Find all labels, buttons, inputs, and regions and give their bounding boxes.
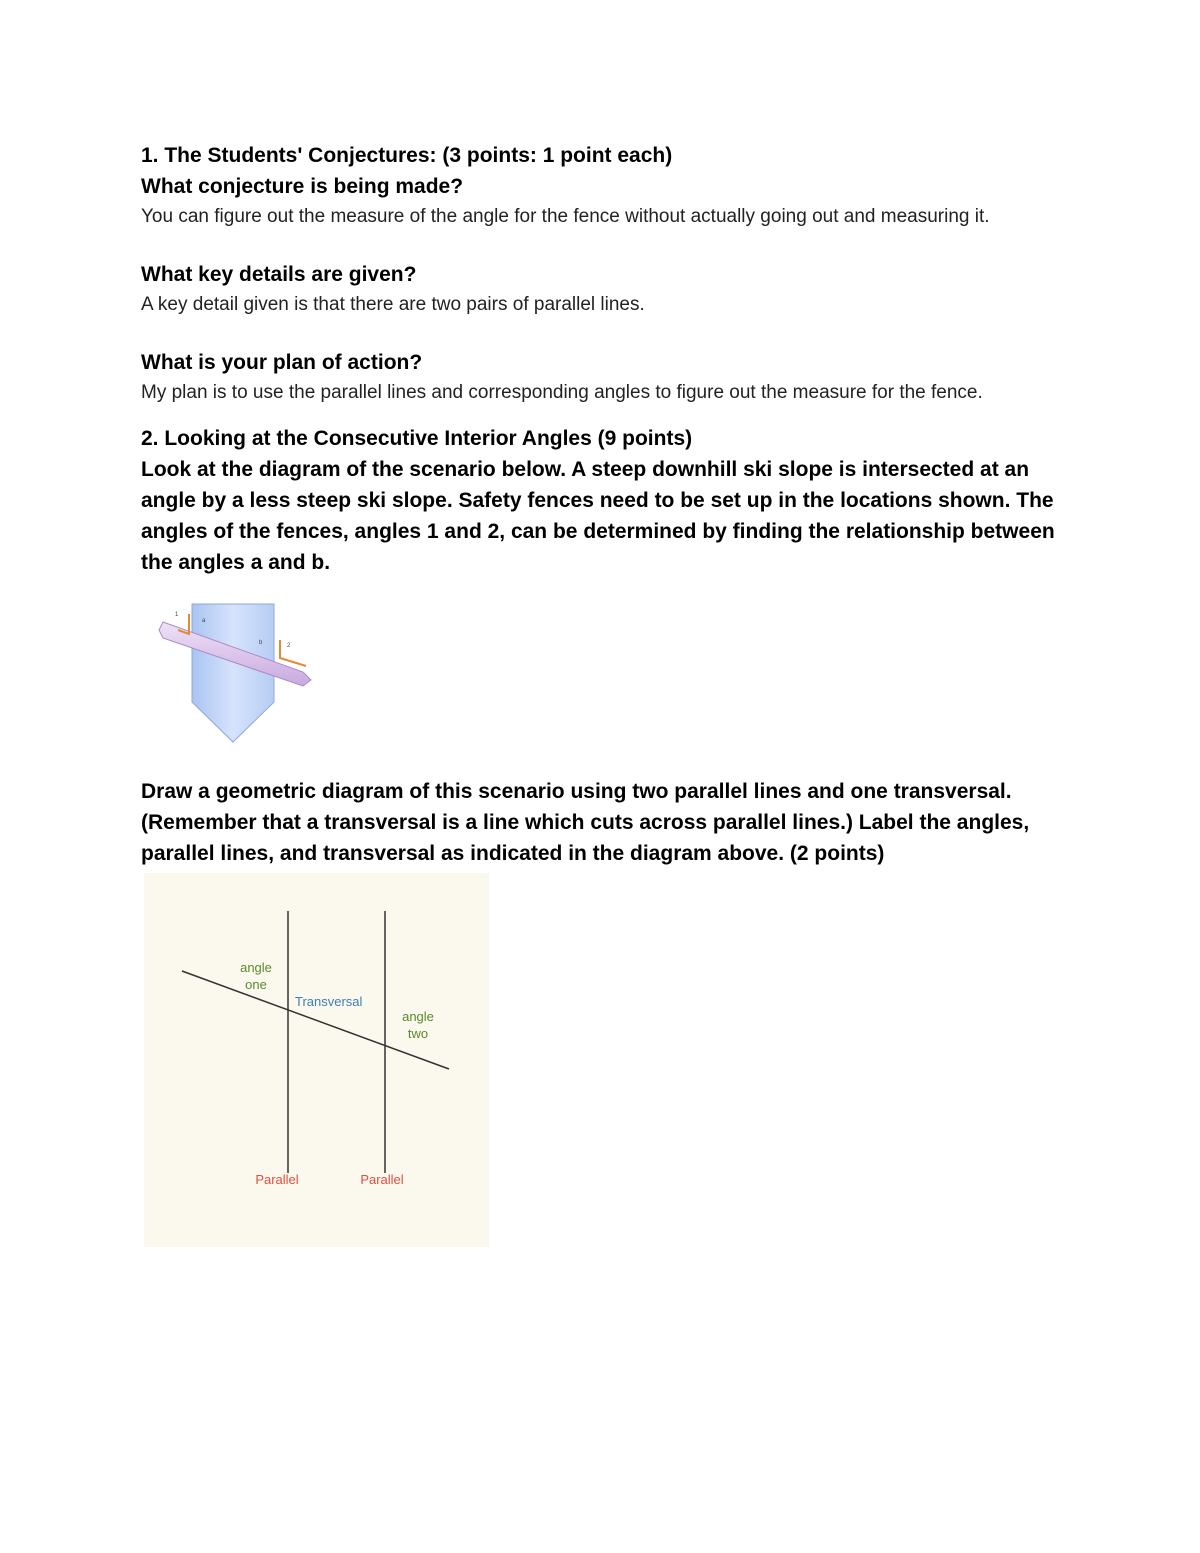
fence-two-icon xyxy=(280,640,306,666)
label-angle-b: b xyxy=(259,640,263,646)
question-plan: What is your plan of action? xyxy=(141,351,423,374)
label-parallel-left: Parallel xyxy=(255,1172,299,1187)
label-angle-two-line1: angle xyxy=(402,1009,434,1024)
section1-title: 1. The Students' Conjectures: (3 points: 1 point each) xyxy=(141,144,673,167)
label-angle-one-line2: one xyxy=(245,977,267,992)
ski-slope-illustration xyxy=(151,592,321,752)
answer-plan: My plan is to use the parallel lines and corresponding angles to figure out the measure for the fence. xyxy=(141,382,983,403)
section2-title: 2. Looking at the Consecutive Interior Angles (9 points) xyxy=(141,427,693,450)
draw-prompt: Draw a geometric diagram of this scenario using two parallel lines and one transversal. (Remember that a transversal is a line which cuts across parallel lines.) Label the angles, parallel lines, and transversal as indicated in the diagram above. (2 points) xyxy=(141,780,1030,865)
label-angle-1: 1 xyxy=(175,612,179,618)
document-page xyxy=(141,140,1061,1247)
label-transversal: Transversal xyxy=(295,994,363,1009)
answer-conjecture: You can figure out the measure of the angle for the fence without actually going out and measuring it. xyxy=(141,206,990,227)
label-parallel-right: Parallel xyxy=(360,1172,404,1187)
diagram-background xyxy=(144,873,489,1247)
label-angle-a: a xyxy=(202,618,206,624)
section2-prompt: Look at the diagram of the scenario below. A steep downhill ski slope is intersected at an angle by a less steep ski slope. Safety fences need to be set up in the locations shown. The angles of the fences, angles 1 and 2, can be determined by finding the relationship between the angles a and b. xyxy=(141,458,1055,574)
question-key-details: What key details are given? xyxy=(141,263,417,286)
geometric-diagram xyxy=(144,873,489,1247)
label-angle-one-line1: angle xyxy=(240,960,272,975)
answer-key-details: A key detail given is that there are two pairs of parallel lines. xyxy=(141,294,645,315)
steep-slope-shape xyxy=(192,604,274,742)
label-angle-2: 2 xyxy=(287,643,291,649)
question-conjecture: What conjecture is being made? xyxy=(141,175,464,198)
label-angle-two-line2: two xyxy=(407,1026,429,1041)
